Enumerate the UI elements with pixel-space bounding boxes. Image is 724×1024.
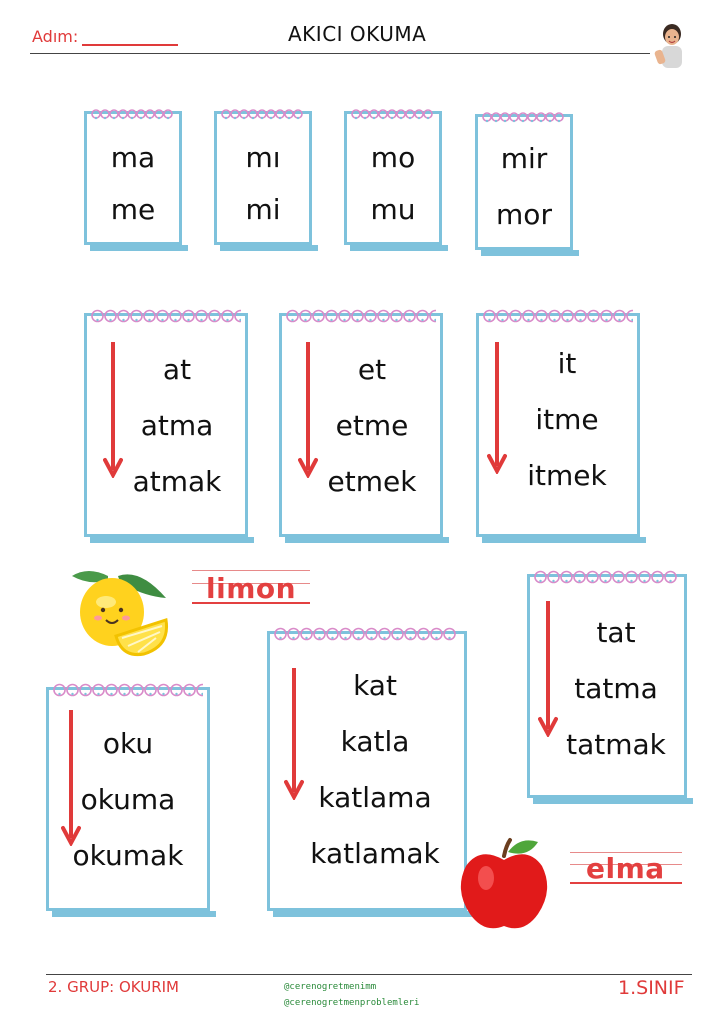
writing-guide-line [192,570,310,571]
word: tatmak [566,728,666,761]
word: at [162,353,192,386]
syllable: mı [245,141,281,174]
lemon-icon [68,562,172,658]
spiral-binding [53,681,203,699]
apple-icon [458,836,552,934]
name-write-line[interactable] [82,44,178,46]
syllable: mir [500,142,548,175]
social-handle: @cerenogretmenimm [284,982,377,992]
spiral-binding [286,307,436,325]
syllable-card [475,114,573,250]
word-card [84,313,248,537]
lemon-label: limon [206,572,297,605]
spiral-binding [91,307,241,325]
syllable: mor [496,198,552,231]
word-card [279,313,443,537]
footer-group-label: 2. GRUP: OKURIM [48,978,179,996]
word: tatma [574,672,658,705]
syllable: ma [110,141,156,174]
word-card [527,574,687,798]
word: it [557,347,577,380]
word-card [476,313,640,537]
word: katlama [318,781,432,814]
teacher-avatar-icon [650,20,690,76]
footer-social [284,979,419,1011]
footer-divider [46,974,692,975]
spiral-binding [534,568,680,586]
word: kat [353,669,397,702]
word-card [267,631,467,911]
word: katla [340,725,410,758]
spiral-binding [91,105,175,123]
word-card [46,687,210,911]
word: atmak [132,465,222,498]
apple-label: elma [586,852,665,885]
syllable-card [214,111,312,245]
page-title: AKICI OKUMA [288,22,427,46]
syllable-card [344,111,442,245]
syllable: mi [245,193,281,226]
spiral-binding [221,105,305,123]
word: etme [335,409,409,442]
word: atma [140,409,214,442]
header-divider [30,53,650,54]
word: katlamak [310,837,440,870]
grade-label: 1.SINIF [618,977,685,999]
spiral-binding [482,108,566,126]
word: itmek [527,459,607,492]
word: oku [102,727,154,760]
word: et [357,353,387,386]
word: okuma [80,783,176,816]
syllable: me [110,193,156,226]
word: okumak [72,839,184,872]
social-handle: @cerenogretmenproblemleri [284,998,420,1008]
syllable-card [84,111,182,245]
name-label: Adım: [32,27,79,46]
syllable: mo [370,141,416,174]
syllable: mu [370,193,416,226]
word: tat [596,616,636,649]
spiral-binding [351,105,435,123]
word: etmek [327,465,417,498]
word: itme [535,403,599,436]
spiral-binding [483,307,633,325]
spiral-binding [274,625,460,643]
